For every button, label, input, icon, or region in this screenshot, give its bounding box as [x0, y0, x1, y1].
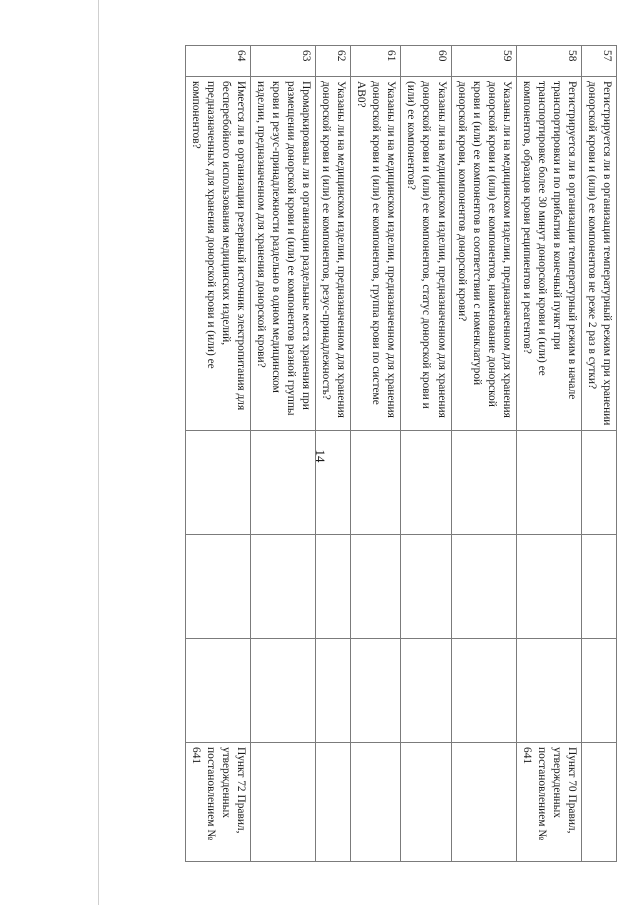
answer-no-cell	[401, 535, 451, 639]
answer-yes-cell	[401, 431, 451, 535]
table-row	[401, 46, 451, 862]
answer-no-cell	[451, 535, 516, 639]
answer-na-cell	[316, 639, 351, 743]
answer-no-cell	[250, 535, 315, 639]
row-reference	[351, 743, 401, 862]
answer-yes-cell	[316, 431, 351, 535]
row-number: 62	[316, 46, 351, 77]
row-number: 60	[401, 46, 451, 77]
table-row	[451, 46, 516, 862]
page-number: 14	[313, 449, 328, 463]
row-question: Указаны ли на медицинском изделии, предназначенном для хранения донорской крови и (или) ее компонентов, группа крови по системе АВ0?	[351, 77, 401, 431]
row-question: Указаны ли на медицинском изделии, предназначенном для хранения донорской крови и (или) ее компонентов, резус-принадлежность?	[316, 77, 351, 431]
answer-no-cell	[516, 535, 581, 639]
answer-na-cell	[451, 639, 516, 743]
row-reference: Пункт 70 Правил, утвержденных постановлением № 641	[516, 743, 581, 862]
answer-na-cell	[516, 639, 581, 743]
row-reference	[451, 743, 516, 862]
row-number: 64	[185, 46, 250, 77]
scan-margin-line	[98, 0, 99, 905]
row-question: Регистрируется ли в организации температурный режим в начале транспортировки и по прибытии в конечный пункт при транспортировке более 30 минут донорской крови и (или) ее компонентов, образцов крови реципиентов и реагентов?	[516, 77, 581, 431]
table-row	[351, 46, 401, 862]
row-question: Указаны ли на медицинском изделии, предназначенном для хранения донорской крови и (или) ее компонентов, статус донорской крови и (или) ее компонентов?	[401, 77, 451, 431]
rotated-table-container	[57, 45, 617, 855]
row-number: 57	[581, 46, 616, 77]
checklist-sheet	[57, 45, 617, 855]
table-row	[581, 46, 616, 862]
row-number: 58	[516, 46, 581, 77]
answer-no-cell	[351, 535, 401, 639]
row-number: 61	[351, 46, 401, 77]
answer-na-cell	[581, 639, 616, 743]
row-number: 63	[250, 46, 315, 77]
table-row	[316, 46, 351, 862]
answer-no-cell	[581, 535, 616, 639]
table-row	[250, 46, 315, 862]
answer-no-cell	[185, 535, 250, 639]
row-reference	[581, 743, 616, 862]
answer-na-cell	[250, 639, 315, 743]
answer-no-cell	[316, 535, 351, 639]
table-row	[516, 46, 581, 862]
row-reference	[250, 743, 315, 862]
row-question: Промаркированы ли в организации раздельные места хранения при размещении донорской крови и (или) ее компонентов разной группы крови и резус-принадлежности раздельно в одном медицинском изделии, предназначенном для хранения донорской крови?	[250, 77, 315, 431]
row-number: 59	[451, 46, 516, 77]
row-reference	[401, 743, 451, 862]
row-reference: Пункт 72 Правил, утвержденных постановлением № 641	[185, 743, 250, 862]
row-question: Регистрируется ли в организации температурный режим при хранении донорской крови и (или) ее компонентов не реже 2 раз в сутки?	[581, 77, 616, 431]
answer-na-cell	[351, 639, 401, 743]
answer-na-cell	[401, 639, 451, 743]
row-question: Имеется ли в организации резервный источник электропитания для бесперебойного использования медицинских изделий, предназначенных для хранения донорской крови и (или) ее компонентов?	[185, 77, 250, 431]
answer-yes-cell	[516, 431, 581, 535]
checklist-table	[185, 45, 617, 862]
answer-yes-cell	[581, 431, 616, 535]
answer-yes-cell	[351, 431, 401, 535]
table-row	[185, 46, 250, 862]
row-question: Указаны ли на медицинском изделии, предназначенном для хранения донорской крови и (или) ее компонентов, наименование донорской крови и (или) ее компонентов в соответствии с номенклатурой донорской крови, компонентов донорской крови?	[451, 77, 516, 431]
row-reference	[316, 743, 351, 862]
answer-yes-cell	[451, 431, 516, 535]
answer-yes-cell	[185, 431, 250, 535]
answer-na-cell	[185, 639, 250, 743]
answer-yes-cell	[250, 431, 315, 535]
